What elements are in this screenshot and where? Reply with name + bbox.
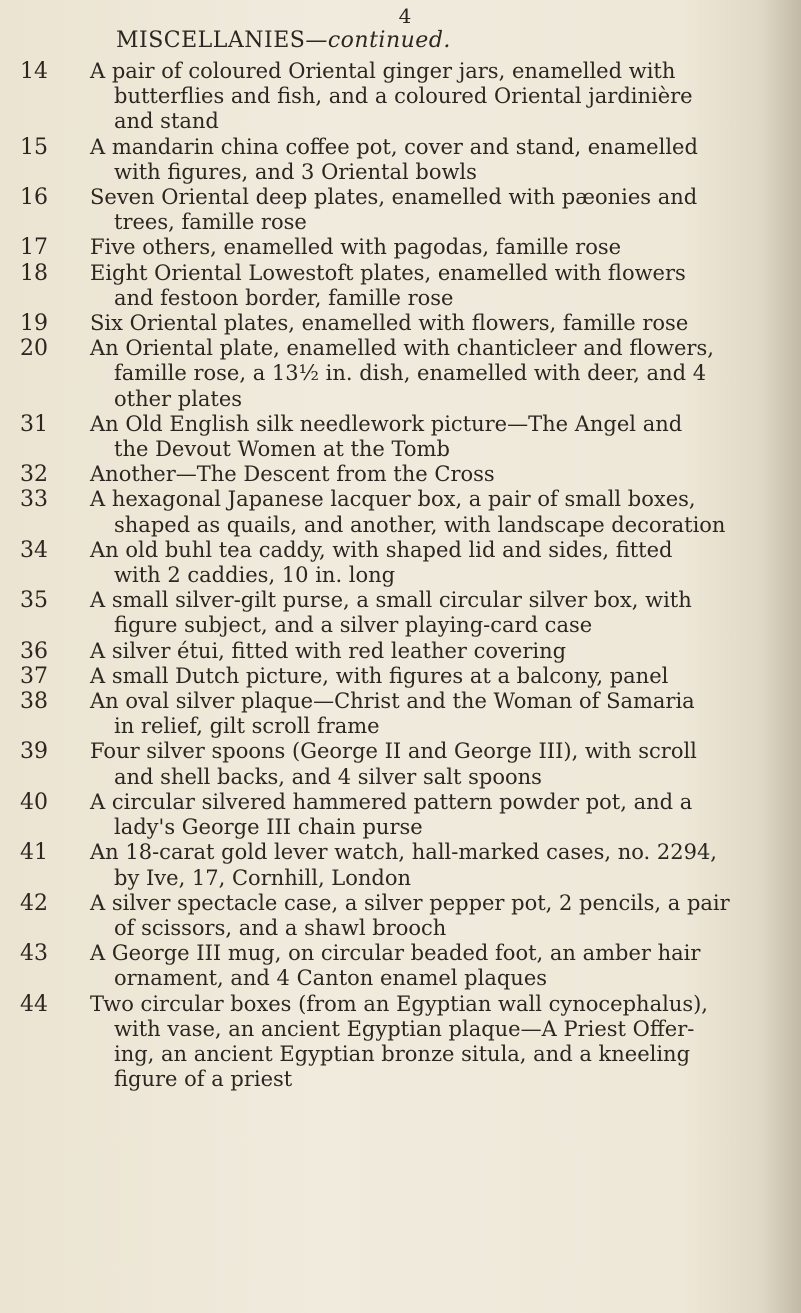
lot-description	[90, 639, 790, 664]
lot-description	[90, 336, 790, 412]
lot-description-line: A George III mug, on circular beaded foot, an amber hair	[90, 941, 701, 966]
lot-number: 32	[20, 462, 48, 488]
lot-description-line: A hexagonal Japanese lacquer box, a pair of small boxes,	[90, 487, 696, 512]
lot-description-line: figure subject, and a silver playing-card case	[114, 613, 593, 638]
lot-number: 43	[20, 941, 48, 967]
lot-description	[90, 59, 790, 135]
lot-entry	[0, 487, 801, 537]
lot-description-line: A circular silvered hammered pattern powder pot, and a	[90, 789, 693, 814]
lot-entry	[0, 992, 801, 1093]
lot-entry	[0, 538, 801, 588]
lot-number: 33	[20, 487, 48, 513]
lot-description-line: Six Oriental plates, enamelled with flowers, famille rose	[90, 311, 689, 336]
lot-description	[90, 185, 790, 235]
lot-description-line: Seven Oriental deep plates, enamelled with pæonies and	[90, 185, 698, 210]
lot-entry	[0, 891, 801, 941]
lot-description	[90, 891, 790, 941]
lot-description-line: of scissors, and a shawl brooch	[114, 915, 447, 940]
lot-description-line: An Oriental plate, enamelled with chanticleer and flowers,	[90, 336, 714, 361]
lot-description-line: and festoon border, famille rose	[114, 285, 454, 310]
lot-description-line: figure of a priest	[114, 1067, 293, 1092]
lot-description-line: An oval silver plaque—Christ and the Woman of Samaria	[90, 689, 695, 714]
lot-description	[90, 664, 790, 689]
lot-description-line: A small Dutch picture, with figures at a balcony, panel	[90, 663, 669, 688]
section-continued: —continued.	[305, 28, 451, 53]
lot-number: 34	[20, 537, 48, 563]
lot-description	[90, 739, 790, 789]
section-title-text: MISCELLANIES	[116, 28, 306, 53]
lot-number: 37	[20, 663, 48, 689]
lot-number: 36	[20, 638, 48, 664]
lot-description-line: with figures, and 3 Oriental bowls	[114, 159, 477, 184]
lot-number: 14	[20, 59, 48, 84]
lot-number: 15	[20, 134, 48, 160]
lot-entry	[0, 588, 801, 638]
lot-description-line: famille rose, a 13½ in. dish, enamelled with deer, and 4	[114, 361, 707, 386]
lot-description	[90, 311, 790, 336]
lot-entry	[0, 336, 801, 412]
lot-entry	[0, 840, 801, 890]
lot-description	[90, 992, 790, 1093]
lot-number: 19	[20, 311, 48, 337]
lot-description-line: A silver étui, fitted with red leather covering	[90, 638, 567, 663]
lot-description	[90, 840, 790, 890]
lot-description-line: Eight Oriental Lowestoft plates, enamelled with flowers	[90, 260, 686, 285]
lot-entry	[0, 235, 801, 260]
lot-description	[90, 261, 790, 311]
lot-entry	[0, 790, 801, 840]
lot-description	[90, 790, 790, 840]
lot-description-line: in relief, gilt scroll frame	[114, 714, 380, 739]
lot-description-line: shaped as quails, and another, with landscape decoration	[114, 512, 726, 537]
lot-entry	[0, 739, 801, 789]
lot-entry	[0, 412, 801, 462]
lot-description-line: by Ive, 17, Cornhill, London	[114, 865, 412, 890]
lot-number: 35	[20, 588, 48, 614]
lot-entry	[0, 135, 801, 185]
lot-description-line: with 2 caddies, 10 in. long	[114, 563, 396, 588]
lot-description-line: A pair of coloured Oriental ginger jars, enamelled with	[90, 59, 676, 83]
lot-number: 44	[20, 991, 48, 1017]
lot-description	[90, 135, 790, 185]
lot-entry	[0, 59, 801, 135]
lot-description	[90, 941, 790, 991]
lot-description-line: Five others, enamelled with pagodas, famille rose	[90, 235, 622, 260]
lot-description-line: ornament, and 4 Canton enamel plaques	[114, 966, 548, 991]
lot-description	[90, 412, 790, 462]
lot-description-line: Another—The Descent from the Cross	[90, 462, 495, 487]
lot-entry	[0, 311, 801, 336]
section-title	[116, 28, 756, 53]
lot-number: 41	[20, 840, 48, 866]
lot-description-line: A silver spectacle case, a silver pepper pot, 2 pencils, a pair	[90, 890, 730, 915]
lot-description-line: lady's George III chain purse	[114, 815, 423, 840]
lot-description-line: and shell backs, and 4 silver salt spoons	[114, 764, 542, 789]
lot-description-line: Four silver spoons (George II and George III), with scroll	[90, 739, 697, 764]
lot-entry	[0, 664, 801, 689]
lot-description-line: other plates	[114, 386, 243, 411]
lot-entry	[0, 462, 801, 487]
lot-number: 18	[20, 260, 48, 286]
lot-description	[90, 487, 790, 537]
lot-number: 20	[20, 336, 48, 362]
page-number: 4	[398, 4, 412, 28]
lot-number: 31	[20, 411, 48, 437]
lot-number: 17	[20, 235, 48, 261]
lot-entry	[0, 639, 801, 664]
lot-description-line: A mandarin china coffee pot, cover and stand, enamelled	[90, 134, 698, 159]
lot-description-line: trees, famille rose	[114, 210, 307, 235]
lot-description	[90, 235, 790, 260]
lot-description-line: An Old English silk needlework picture—The Angel and	[90, 411, 683, 436]
lot-number: 16	[20, 185, 48, 211]
lot-description-line: An old buhl tea caddy, with shaped lid and sides, fitted	[90, 537, 673, 562]
lot-description	[90, 462, 790, 487]
lot-entry	[0, 185, 801, 235]
lot-number: 39	[20, 739, 48, 765]
lot-description-line: An 18-carat gold lever watch, hall-marked cases, no. 2294,	[90, 840, 717, 865]
lot-number: 40	[20, 789, 48, 815]
lot-description-line: the Devout Women at the Tomb	[114, 437, 450, 462]
lot-description-line: butterflies and fish, and a coloured Oriental jardinière	[114, 84, 693, 109]
lot-number: 42	[20, 890, 48, 916]
lot-description-line: Two circular boxes (from an Egyptian wall cynocephalus),	[90, 991, 708, 1016]
lot-list	[0, 59, 801, 1092]
lot-description	[90, 588, 790, 638]
lot-number: 38	[20, 689, 48, 715]
lot-entry	[0, 689, 801, 739]
lot-description-line: with vase, an ancient Egyptian plaque—A Priest Offer-	[114, 1016, 695, 1041]
lot-entry	[0, 261, 801, 311]
lot-description-line: ing, an ancient Egyptian bronze situla, and a kneeling	[114, 1041, 691, 1066]
lot-description	[90, 538, 790, 588]
lot-description-line: and stand	[114, 109, 219, 134]
lot-description	[90, 689, 790, 739]
lot-description-line: A small silver-gilt purse, a small circular silver box, with	[90, 588, 692, 613]
lot-entry	[0, 941, 801, 991]
